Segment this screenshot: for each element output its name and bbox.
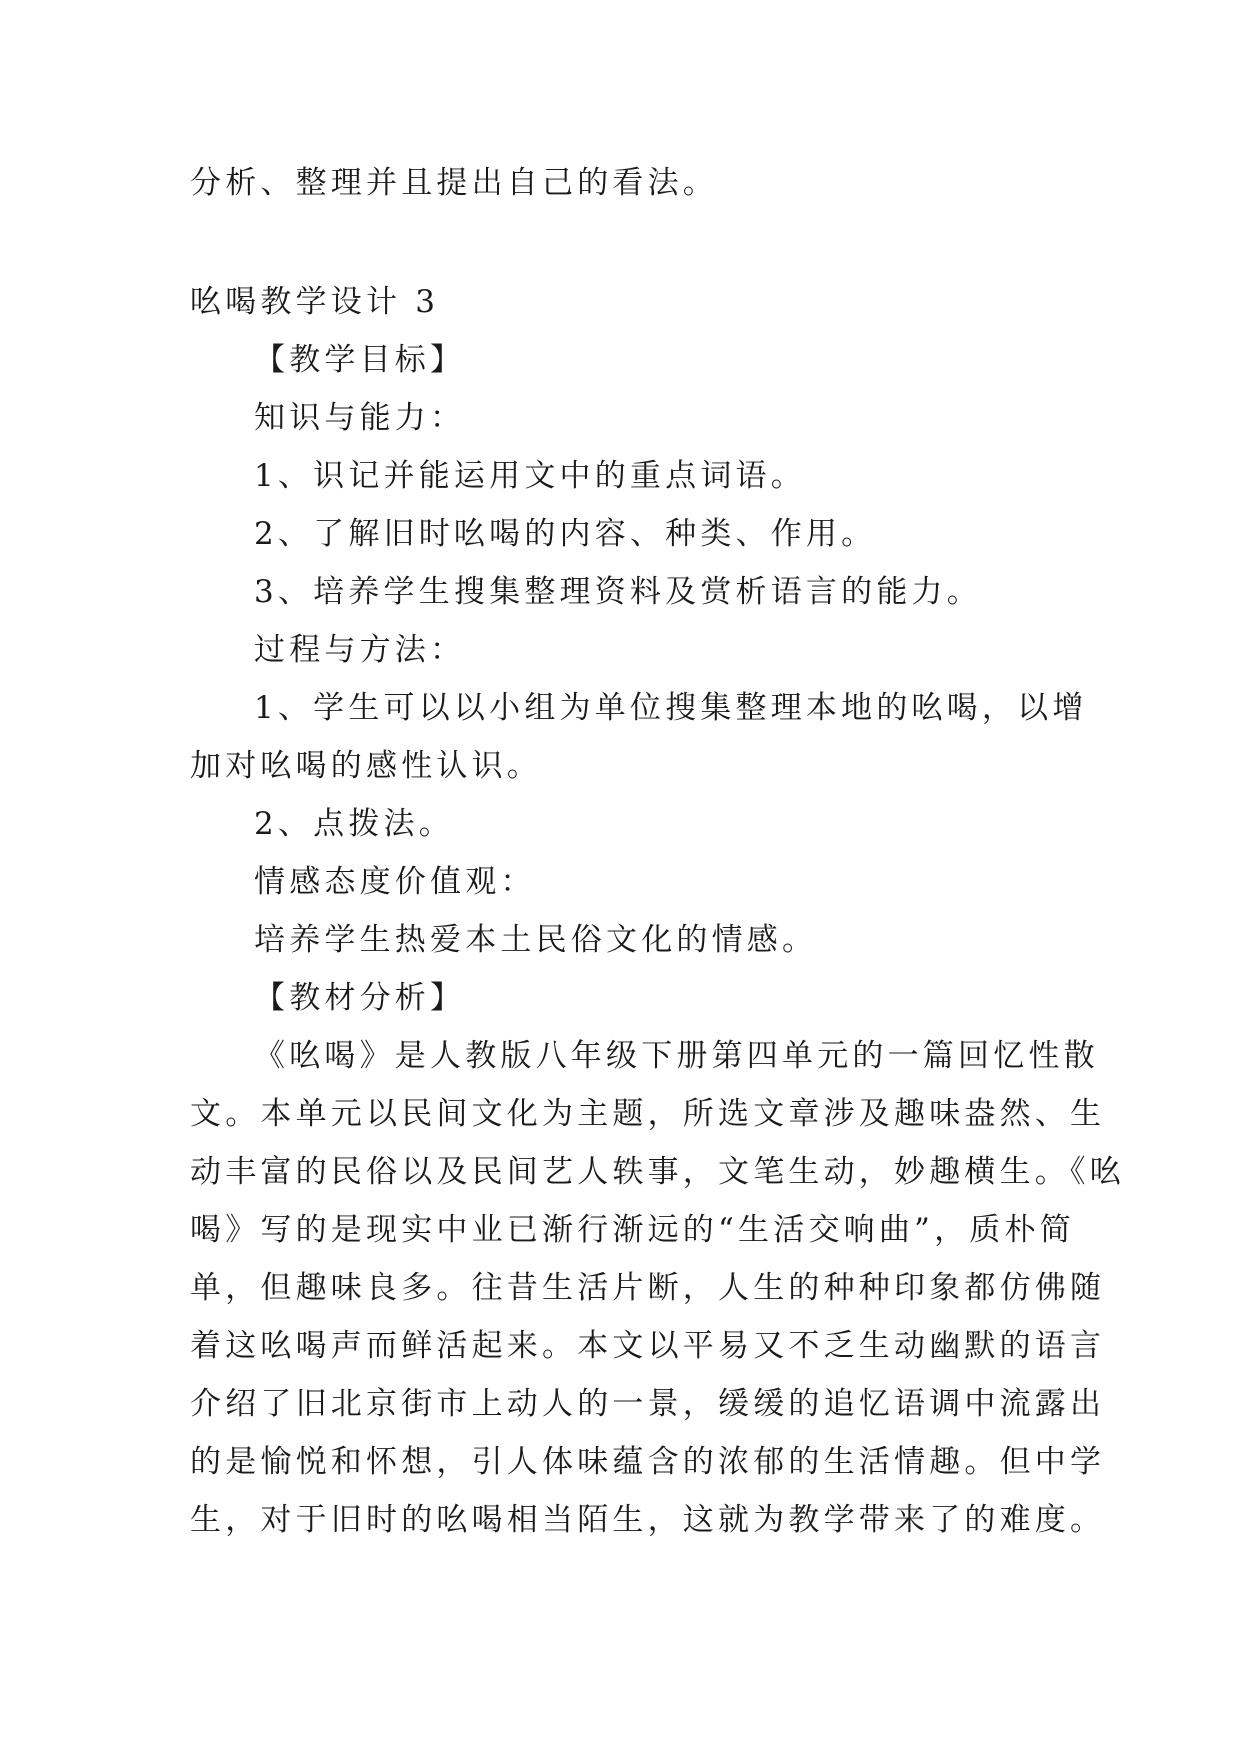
list-item: 1、学生可以以小组为单位搜集整理本地的吆喝，以增 <box>254 690 1088 726</box>
paragraph-line: 分析、整理并且提出自己的看法。 <box>190 165 718 201</box>
paragraph-line: 生，对于旧时的吆喝相当陌生，这就为教学带来了的难度。 <box>190 1502 1106 1538</box>
list-item: 3、培养学生搜集整理资料及赏析语言的能力。 <box>254 574 982 610</box>
section-heading: 【教学目标】 <box>254 342 466 378</box>
paragraph-line: 单，但趣味良多。往昔生活片断，人生的种种印象都仿佛随 <box>190 1270 1106 1306</box>
paragraph-line: 培养学生热爱本土民俗文化的情感。 <box>254 922 818 958</box>
list-item: 2、了解旧时吆喝的内容、种类、作用。 <box>254 516 877 552</box>
list-item: 2、点拨法。 <box>254 806 454 842</box>
subheading: 情感态度价值观： <box>254 864 536 900</box>
paragraph-line: 《吆喝》是人教版八年级下册第四单元的一篇回忆性散 <box>254 1038 1099 1074</box>
paragraph-line: 介绍了旧北京街市上动人的一景，缓缓的追忆语调中流露出 <box>190 1386 1106 1422</box>
paragraph-line: 喝》写的是现实中业已渐行渐远的“生活交响曲”，质朴简 <box>190 1212 1075 1248</box>
section-heading: 【教材分析】 <box>254 980 466 1016</box>
list-item: 1、识记并能运用文中的重点词语。 <box>254 458 806 494</box>
paragraph-line: 加对吆喝的感性认识。 <box>190 748 542 784</box>
paragraph-line: 的是愉悦和怀想，引人体味蕴含的浓郁的生活情趣。但中学 <box>190 1444 1106 1480</box>
paragraph-line: 着这吆喝声而鲜活起来。本文以平易又不乏生动幽默的语言 <box>190 1328 1106 1364</box>
subheading: 过程与方法： <box>254 632 466 668</box>
paragraph-line: 动丰富的民俗以及民间艺人轶事，文笔生动，妙趣横生。《吆 <box>190 1154 1125 1190</box>
subheading: 知识与能力： <box>254 400 466 436</box>
section-title: 吆喝教学设计 3 <box>190 284 440 320</box>
paragraph-line: 文。本单元以民间文化为主题，所选文章涉及趣味盎然、生 <box>190 1096 1106 1132</box>
